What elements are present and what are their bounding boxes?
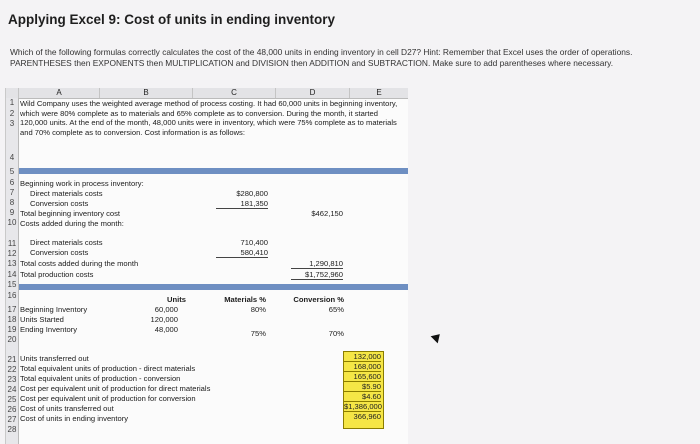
intro-paragraph[interactable]: Wild Company uses the weighted average method of process costing. It had 60,000 units in beginning inventory, which were 80% complete as to materials and 65% complete as to conversion. During the month, it started 120,000 units. At the end of the month, 48,000 units were in inventory, which were 75% complete as to materials and 70% complete as to conversion. Cost information is as follows: <box>20 99 398 137</box>
col-header-c[interactable]: C <box>193 88 276 98</box>
cell-c7[interactable]: $280,800 <box>236 189 268 198</box>
row-headers <box>6 98 19 444</box>
cell-a27[interactable]: Cost of units in ending inventory <box>20 414 129 423</box>
row-number[interactable]: 11 <box>7 239 17 248</box>
cell-a17[interactable]: Beginning Inventory <box>20 305 88 314</box>
row-number[interactable]: 21 <box>7 355 17 364</box>
row-number[interactable]: 25 <box>7 395 17 404</box>
cell-a21[interactable]: Units transferred out <box>20 354 89 363</box>
row-number[interactable]: 16 <box>7 291 17 300</box>
cell-d17[interactable]: 65% <box>328 305 344 314</box>
cell-a12[interactable]: Conversion costs <box>30 248 89 257</box>
question-text: Which of the following formulas correctly calculates the cost of the 48,000 units in ending inventory in cell D27? Hint: Remember that Excel uses the order of operations. PARENTHESES then EXPONENTS then MULTIPLICATION and DIVISION then ADDITION and SUBTRACTION. Make sure to add parentheses where necessary. <box>10 47 633 68</box>
col-header-b[interactable]: B <box>100 88 193 98</box>
row-number[interactable]: 22 <box>7 365 17 374</box>
header-materials[interactable]: Materials % <box>224 295 266 304</box>
column-headers <box>6 88 408 99</box>
cell-b19[interactable]: 48,000 <box>154 325 178 334</box>
cell-a14[interactable]: Total production costs <box>20 270 94 279</box>
cell-a7[interactable]: Direct materials costs <box>30 189 103 198</box>
cell-d14[interactable]: $1,752,960 <box>291 270 343 280</box>
cell-d19[interactable]: 70% <box>328 329 344 338</box>
cell-c11[interactable]: 710,400 <box>240 238 268 247</box>
cell-c12[interactable]: 580,410 <box>216 248 268 258</box>
cell-a26[interactable]: Cost of units transferred out <box>20 404 114 413</box>
blue-band-row5 <box>19 168 408 174</box>
cell-a19[interactable]: Ending Inventory <box>20 325 77 334</box>
cell-d9[interactable]: $462,150 <box>311 209 343 218</box>
cell-a24[interactable]: Cost per equivalent unit of production for direct materials <box>20 384 211 393</box>
row-number[interactable]: 14 <box>7 270 17 279</box>
cell-c17[interactable]: 80% <box>250 305 266 314</box>
col-header-d[interactable]: D <box>276 88 350 98</box>
cell-b18[interactable]: 120,000 <box>150 315 178 324</box>
cell-a25[interactable]: Cost per equivalent unit of production for conversion <box>20 394 196 403</box>
row-number[interactable]: 8 <box>9 198 15 207</box>
row-number[interactable]: 28 <box>7 425 17 434</box>
row-number[interactable]: 4 <box>9 153 15 162</box>
row-number[interactable]: 5 <box>9 167 15 176</box>
row-number[interactable]: 12 <box>7 249 17 258</box>
page-title: Applying Excel 9: Cost of units in ending inventory <box>8 12 336 27</box>
row-number[interactable]: 17 <box>7 305 17 314</box>
corner-cell <box>6 88 19 98</box>
cell-a8[interactable]: Conversion costs <box>30 199 89 208</box>
row-number[interactable]: 7 <box>9 188 15 197</box>
cell-d24[interactable]: $5.90 <box>344 382 381 392</box>
header-units[interactable]: Units <box>167 295 186 304</box>
row-number[interactable]: 1 <box>9 98 15 107</box>
cell-c19[interactable]: 75% <box>250 329 266 338</box>
row-number[interactable]: 13 <box>7 259 17 268</box>
cell-a23[interactable]: Total equivalent units of production - conversion <box>20 374 181 383</box>
row-number[interactable]: 9 <box>9 208 15 217</box>
highlighted-results <box>343 351 384 429</box>
row-number[interactable]: 6 <box>9 178 15 187</box>
cell-a22[interactable]: Total equivalent units of production - direct materials <box>20 364 196 373</box>
row-number[interactable]: 24 <box>7 385 17 394</box>
col-header-e[interactable]: E <box>376 88 382 97</box>
cell-a18[interactable]: Units Started <box>20 315 64 324</box>
cell-a9[interactable]: Total beginning inventory cost <box>20 209 121 218</box>
row-number[interactable]: 19 <box>7 325 17 334</box>
cell-d25[interactable]: $4.60 <box>344 392 381 402</box>
cell-a10[interactable]: Costs added during the month: <box>20 219 124 228</box>
row-number[interactable]: 26 <box>7 405 17 414</box>
cell-c8[interactable]: 181,350 <box>216 199 268 209</box>
cell-b17[interactable]: 60,000 <box>154 305 178 314</box>
cell-d22[interactable]: 168,000 <box>344 362 381 372</box>
cell-a6[interactable]: Beginning work in process inventory: <box>20 179 144 188</box>
row-number[interactable]: 3 <box>9 119 15 128</box>
row-number[interactable]: 18 <box>7 315 17 324</box>
header-conversion[interactable]: Conversion % <box>293 295 344 304</box>
blue-band-row15 <box>19 284 408 290</box>
row-number[interactable]: 20 <box>7 335 17 344</box>
cell-d13[interactable]: 1,290,810 <box>291 259 343 269</box>
row-number[interactable]: 10 <box>7 218 17 227</box>
row-number[interactable]: 23 <box>7 375 17 384</box>
cell-d23[interactable]: 165,600 <box>344 372 381 382</box>
cell-d26[interactable]: $1,386,000 <box>344 402 383 411</box>
cell-a13[interactable]: Total costs added during the month <box>20 259 139 268</box>
cell-d21[interactable]: 132,000 <box>344 352 381 362</box>
cell-a11[interactable]: Direct materials costs <box>30 238 103 247</box>
col-header-a[interactable]: A <box>19 88 100 98</box>
cell-d27[interactable]: 366,960 <box>353 412 381 421</box>
mouse-cursor-icon <box>431 331 444 344</box>
row-number[interactable]: 2 <box>9 109 15 118</box>
row-number[interactable]: 15 <box>7 280 17 289</box>
row-number[interactable]: 27 <box>7 415 17 424</box>
